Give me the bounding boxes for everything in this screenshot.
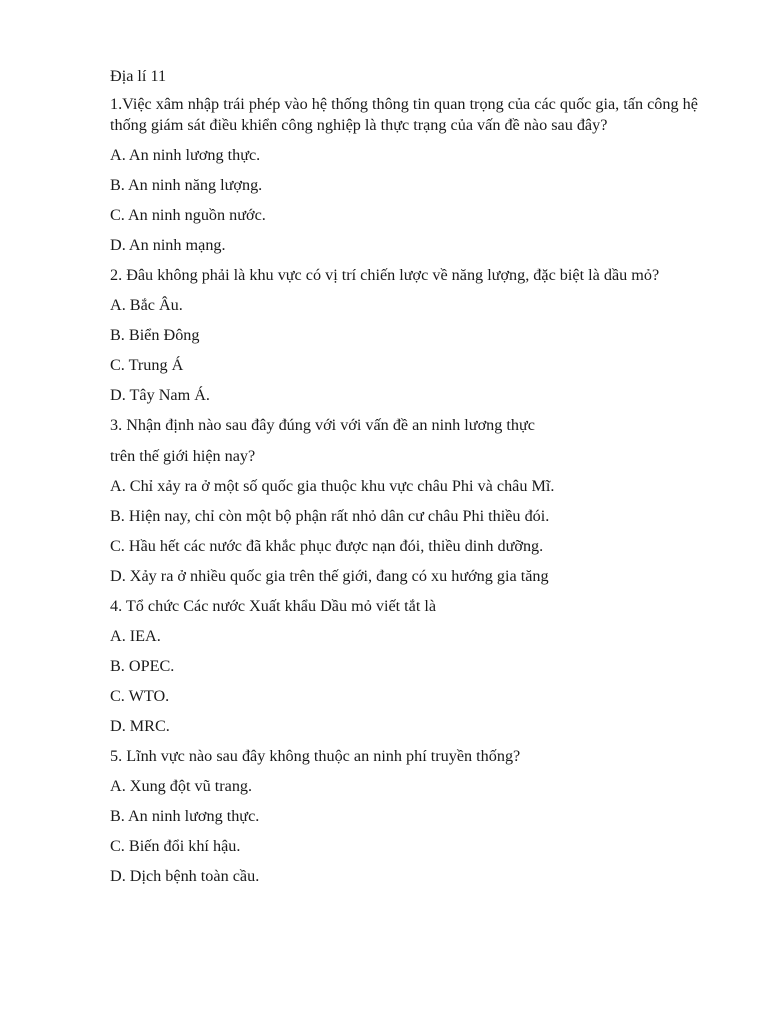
question-1-option-d: D. An ninh mạng. [110, 236, 226, 254]
question-3-stem-line-2: trên thế giới hiện nay? [110, 447, 256, 465]
question-4-option-b: B. OPEC. [110, 657, 175, 675]
question-5-stem: 5. Lĩnh vực nào sau đây không thuộc an ninh phí truyền thống? [110, 747, 521, 765]
question-2-option-b: B. Biển Đông [110, 326, 200, 344]
question-1-option-b: B. An ninh năng lượng. [110, 176, 263, 194]
question-5-option-b: B. An ninh lương thực. [110, 807, 260, 825]
question-4-option-c: C. WTO. [110, 687, 170, 705]
question-4-option-d: D. MRC. [110, 717, 170, 735]
question-1-option-c: C. An ninh nguồn nước. [110, 206, 266, 224]
question-2-stem: 2. Đâu không phải là khu vực có vị trí chiến lược về năng lượng, đặc biệt là dầu mỏ? [110, 266, 660, 284]
question-5-option-a: A. Xung đột vũ trang. [110, 777, 253, 795]
document-title: Địa lí 11 [110, 67, 167, 85]
question-3-option-a: A. Chỉ xảy ra ở một số quốc gia thuộc khu vực châu Phi và châu Mĩ. [110, 477, 555, 495]
question-1-stem: 1.Việc xâm nhập trái phép vào hệ thống thông tin quan trọng của các quốc gia, tấn công hệ thống giám sát điều khiển công nghiệp là thực trạng của vấn đề nào sau đây? [110, 95, 698, 134]
question-4-option-a: A. IEA. [110, 627, 161, 645]
question-3-option-d: D. Xảy ra ở nhiều quốc gia trên thế giới, đang có xu hướng gia tăng [110, 567, 549, 585]
question-2-option-a: A. Bắc Âu. [110, 296, 183, 314]
question-3-option-c: C. Hầu hết các nước đã khắc phục được nạn đói, thiều dinh dưỡng. [110, 537, 544, 555]
question-2-option-c: C. Trung Á [110, 356, 184, 374]
question-2-option-d: D. Tây Nam Á. [110, 386, 210, 404]
question-1-option-a: A. An ninh lương thực. [110, 146, 261, 164]
question-5-option-c: C. Biến đổi khí hậu. [110, 837, 241, 855]
question-5-option-d: D. Dịch bệnh toàn cầu. [110, 867, 260, 885]
question-4-stem: 4. Tổ chức Các nước Xuất khẩu Dầu mỏ viết tắt là [110, 597, 437, 615]
question-3-stem-line-1: 3. Nhận định nào sau đây đúng với với vấn đề an ninh lương thực [110, 416, 535, 434]
question-3-option-b: B. Hiện nay, chỉ còn một bộ phận rất nhỏ dân cư châu Phi thiều đói. [110, 507, 550, 525]
